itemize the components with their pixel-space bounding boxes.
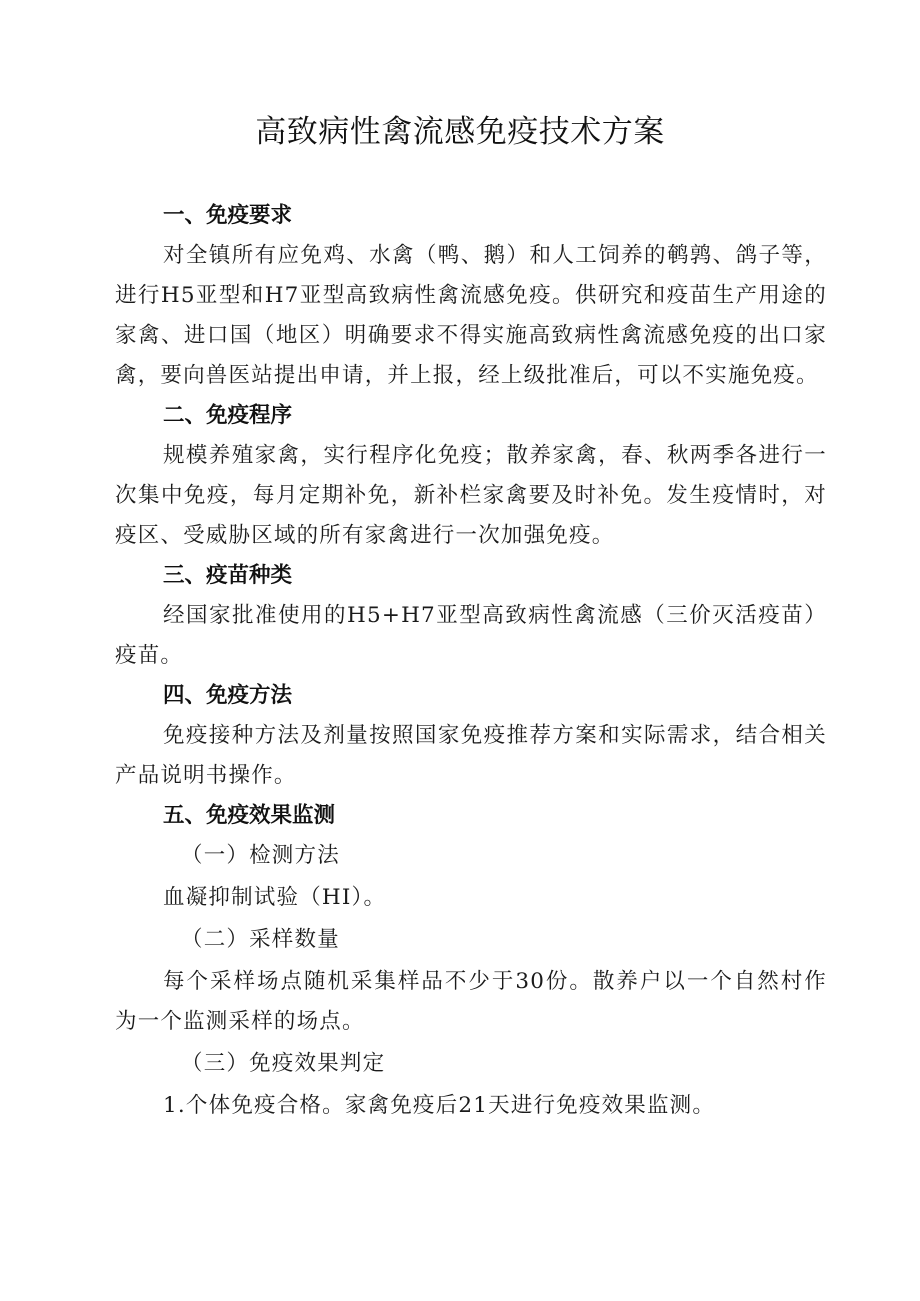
section-heading-immunization-procedure: 二、免疫程序	[163, 403, 293, 428]
section-text-immunization-method: 免疫接种方法及剂量按照国家免疫推荐方案和实际需求，结合相关产品说明书操作。	[115, 723, 827, 788]
section-heading-immunization-method: 四、免疫方法	[163, 683, 293, 708]
subsection-text-detection-method: 血凝抑制试验（HI）。	[163, 885, 387, 910]
section-heading-vaccine-types: 三、疫苗种类	[163, 563, 293, 588]
section-heading-effect-monitoring: 五、免疫效果监测	[163, 803, 336, 828]
subsection-heading-effect-judgement: （三）免疫效果判定	[181, 1051, 386, 1076]
section-text-immunization-procedure: 规模养殖家禽，实行程序化免疫；散养家禽，春、秋两季各进行一次集中免疫，每月定期补免，新补栏家禽要及时补免。发生疫情时，对疫区、受威胁区域的所有家禽进行一次加强免疫。	[115, 443, 827, 548]
subsection-text-sample-quantity: 每个采样场点随机采集样品不少于30份。散养户以一个自然村作为一个监测采样的场点。	[115, 969, 827, 1034]
document-body	[115, 196, 827, 1126]
section-text-vaccine-types: 经国家批准使用的H5+H7亚型高致病性禽流感（三价灭活疫苗）疫苗。	[115, 603, 827, 668]
document-title: 高致病性禽流感免疫技术方案	[255, 114, 665, 150]
subsection-heading-sample-quantity: （二）采样数量	[181, 927, 340, 952]
subsection-text-effect-judgement: 1.个体免疫合格。家禽免疫后21天进行免疫效果监测。	[163, 1093, 716, 1118]
section-text-immunization-requirements: 对全镇所有应免鸡、水禽（鸭、鹅）和人工饲养的鹌鹑、鸽子等，进行H5亚型和H7亚型高致病性禽流感免疫。供研究和疫苗生产用途的家禽、进口国（地区）明确要求不得实施高致病性禽流感免疫的出口家禽，要向兽医站提出申请，并上报，经上级批准后，可以不实施免疫。	[115, 243, 827, 388]
section-heading-immunization-requirements: 一、免疫要求	[163, 203, 293, 228]
subsection-heading-detection-method: （一）检测方法	[181, 843, 340, 868]
